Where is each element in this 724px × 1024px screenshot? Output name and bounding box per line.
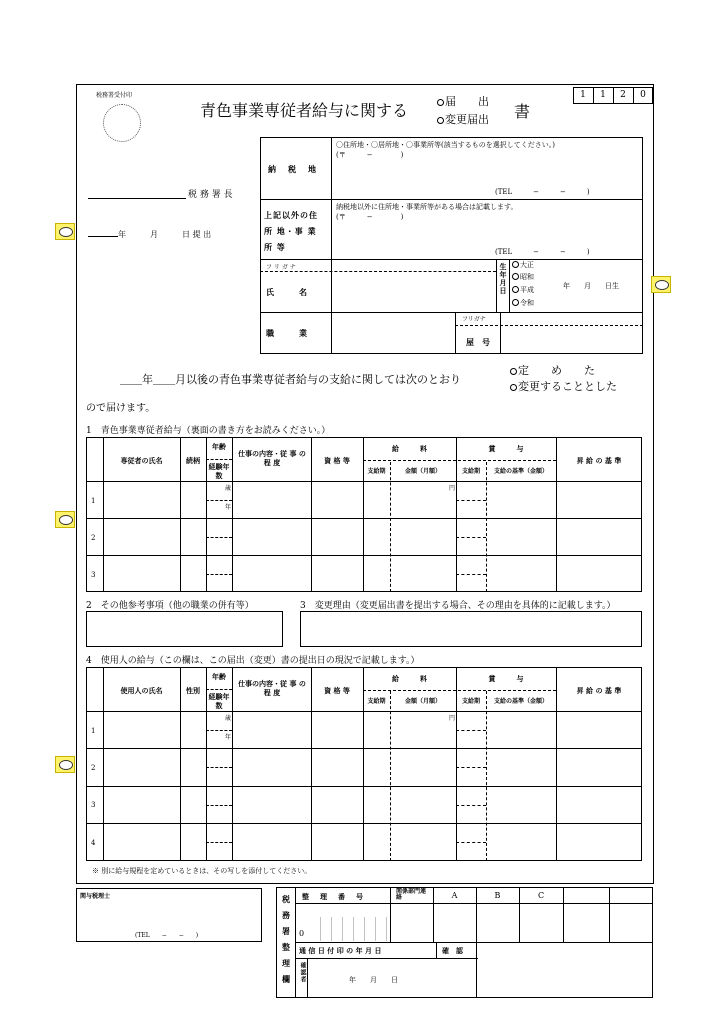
col-salary: 給 料 [392, 674, 427, 683]
tax-place-postal[interactable]: (〒 − ) [336, 151, 404, 159]
form-code-digit: 2 [620, 90, 626, 100]
col-salary-amount: 金額（月額） [404, 698, 441, 705]
statement-option-change[interactable]: 変更することとした [510, 378, 617, 394]
unit-age: 歳 [225, 715, 232, 722]
unit-year: 年 [225, 504, 232, 511]
birth-label: 生年月日 [499, 263, 508, 295]
seiri-number-label: 整 理 番 号 [302, 892, 365, 901]
birth-date[interactable]: 年 月 日生 [563, 282, 619, 290]
comment-icon[interactable] [55, 511, 75, 528]
office-side-label: 税務署整理欄 [282, 894, 290, 984]
col-salary: 給 料 [392, 444, 427, 453]
row-number: 3 [91, 801, 96, 809]
col-salary-date: 支給期 [367, 698, 386, 705]
other-address-tel[interactable]: (TEL − − ) [495, 248, 590, 256]
col-b: B [494, 891, 501, 900]
seiri-number-ticks [310, 917, 390, 941]
era-heisei[interactable]: 平成 [512, 285, 534, 295]
receipt-stamp-label: 税務署受付印 [96, 92, 133, 99]
col-years: 経験年数 [208, 462, 230, 480]
seiri-number-zero: 0 [299, 929, 305, 938]
col-work: 仕事の内容・従 事 の 程 度 [238, 679, 306, 697]
col-relation: 続柄 [186, 456, 200, 465]
era-showa[interactable]: 昭和 [512, 272, 534, 282]
row-number: 2 [91, 534, 96, 542]
tax-place-options[interactable]: 〇住所地・〇居所地・〇事業所等(該当するものを選択してください。) [336, 141, 555, 149]
form-title-suffix: 書 [514, 102, 531, 121]
comment-icon[interactable] [55, 756, 75, 773]
name-label: 氏 名 [266, 287, 310, 297]
confirm-label: 確 認 [442, 946, 463, 955]
era-taisho[interactable]: 大正 [512, 260, 534, 270]
row-number: 3 [91, 571, 96, 579]
accountant-label: 関与税理士 [80, 893, 111, 900]
form-title: 青色事業専従者給与に関する [200, 101, 409, 120]
unit-year: 年 [225, 734, 232, 741]
accountant-tel: (TEL − − ) [135, 932, 199, 939]
col-age: 年齢 [212, 672, 226, 681]
name-furigana-label: フ リ ガ ナ [266, 264, 296, 271]
section3-input[interactable] [300, 611, 642, 647]
col-qualification: 資 格 等 [324, 686, 350, 695]
row-number: 4 [91, 839, 96, 847]
stamp-date: 年 月 日 [349, 976, 398, 984]
date-stamp-label: 通 信 日 付 印 の 年 月 日 [299, 946, 382, 955]
col-raise-standard: 昇 給 の 基 準 [576, 456, 622, 465]
submit-date[interactable]: 年 月 日 提 出 [88, 229, 256, 240]
col-bonus-date: 支給期 [461, 698, 480, 705]
col-work: 仕事の内容・従 事 の 程 度 [238, 449, 306, 467]
col-bonus: 賞 与 [488, 674, 524, 683]
shop-furigana-label: フリガナ [462, 316, 486, 323]
job-label: 職 業 [266, 328, 310, 338]
statement-line2: ので届けます。 [86, 403, 156, 414]
unit-yen: 円 [449, 485, 456, 492]
row-number: 1 [91, 497, 96, 505]
col-staff-name: 使用人の氏名 [120, 686, 163, 695]
col-employee-name: 専従者の氏名 [120, 456, 163, 465]
shop-name-label: 屋 号 [466, 337, 490, 347]
related-dept-label: 関係部門連 絡 [396, 888, 439, 901]
col-raise-standard: 昇 給 の 基 準 [576, 686, 622, 695]
col-years: 経験年数 [208, 692, 230, 710]
tax-place-label: 納 税 地 [268, 164, 318, 174]
col-salary-date: 支給期 [367, 468, 386, 475]
section2-title: 2 その他参考事項（他の職業の併有等） [86, 601, 254, 611]
col-age: 年齢 [212, 442, 226, 451]
confirmer-label: 確認者 [299, 962, 306, 983]
col-c: C [537, 891, 545, 900]
option-submit[interactable]: 届 出 [437, 93, 489, 109]
comment-icon[interactable] [55, 223, 75, 240]
col-bonus: 賞 与 [488, 444, 524, 453]
section1-title: 1 青色事業専従者給与（裏面の書き方をお読みください。） [86, 426, 331, 436]
tax-place-tel[interactable]: (TEL − − ) [495, 188, 590, 196]
other-address-note: 納税地以外に住所地・事業所等がある場合は記載します。 [336, 203, 518, 211]
statement-line1: ＿＿年＿＿月以後の青色事業専従者給与の支給に関しては次のとおり [120, 373, 461, 386]
col-bonus-standard: 支給の基準（金額） [493, 698, 548, 705]
col-a: A [451, 891, 458, 900]
col-salary-amount: 金額（月額） [404, 468, 441, 475]
form-code-digit: 0 [640, 90, 646, 100]
row-number: 2 [91, 764, 96, 772]
other-address-label: 上記以外の住 所 地・事 業 所 等 [264, 210, 318, 252]
unit-age: 歳 [225, 485, 232, 492]
tax-office-label: 税 務 署 長 [188, 190, 233, 200]
col-sex: 性別 [186, 686, 200, 695]
col-bonus-standard: 支給の基準（金額） [493, 468, 548, 475]
footnote: ※ 別に給与規程を定めているときは、その写しを添付してください。 [92, 867, 312, 875]
other-address-postal[interactable]: (〒 − ) [336, 213, 404, 221]
section3-title: 3 変更理由（変更届出書を提出する場合、その理由を具体的に記載します。） [300, 601, 616, 611]
col-bonus-date: 支給期 [461, 468, 480, 475]
option-change[interactable]: 変更届出 [437, 111, 489, 127]
form-code-digit: 1 [600, 90, 606, 100]
unit-yen: 円 [449, 715, 456, 722]
section2-input[interactable] [86, 611, 283, 647]
form-code-digit: 1 [580, 90, 586, 100]
section4-title: 4 使用人の給与（この欄は、この届出（変更）書の提出日の現況で記載します。） [86, 656, 420, 666]
era-reiwa[interactable]: 令和 [512, 298, 534, 308]
comment-icon[interactable] [651, 276, 671, 293]
row-number: 1 [91, 727, 96, 735]
col-qualification: 資 格 等 [324, 456, 350, 465]
statement-option-fixed[interactable]: 定 め た [510, 362, 595, 378]
